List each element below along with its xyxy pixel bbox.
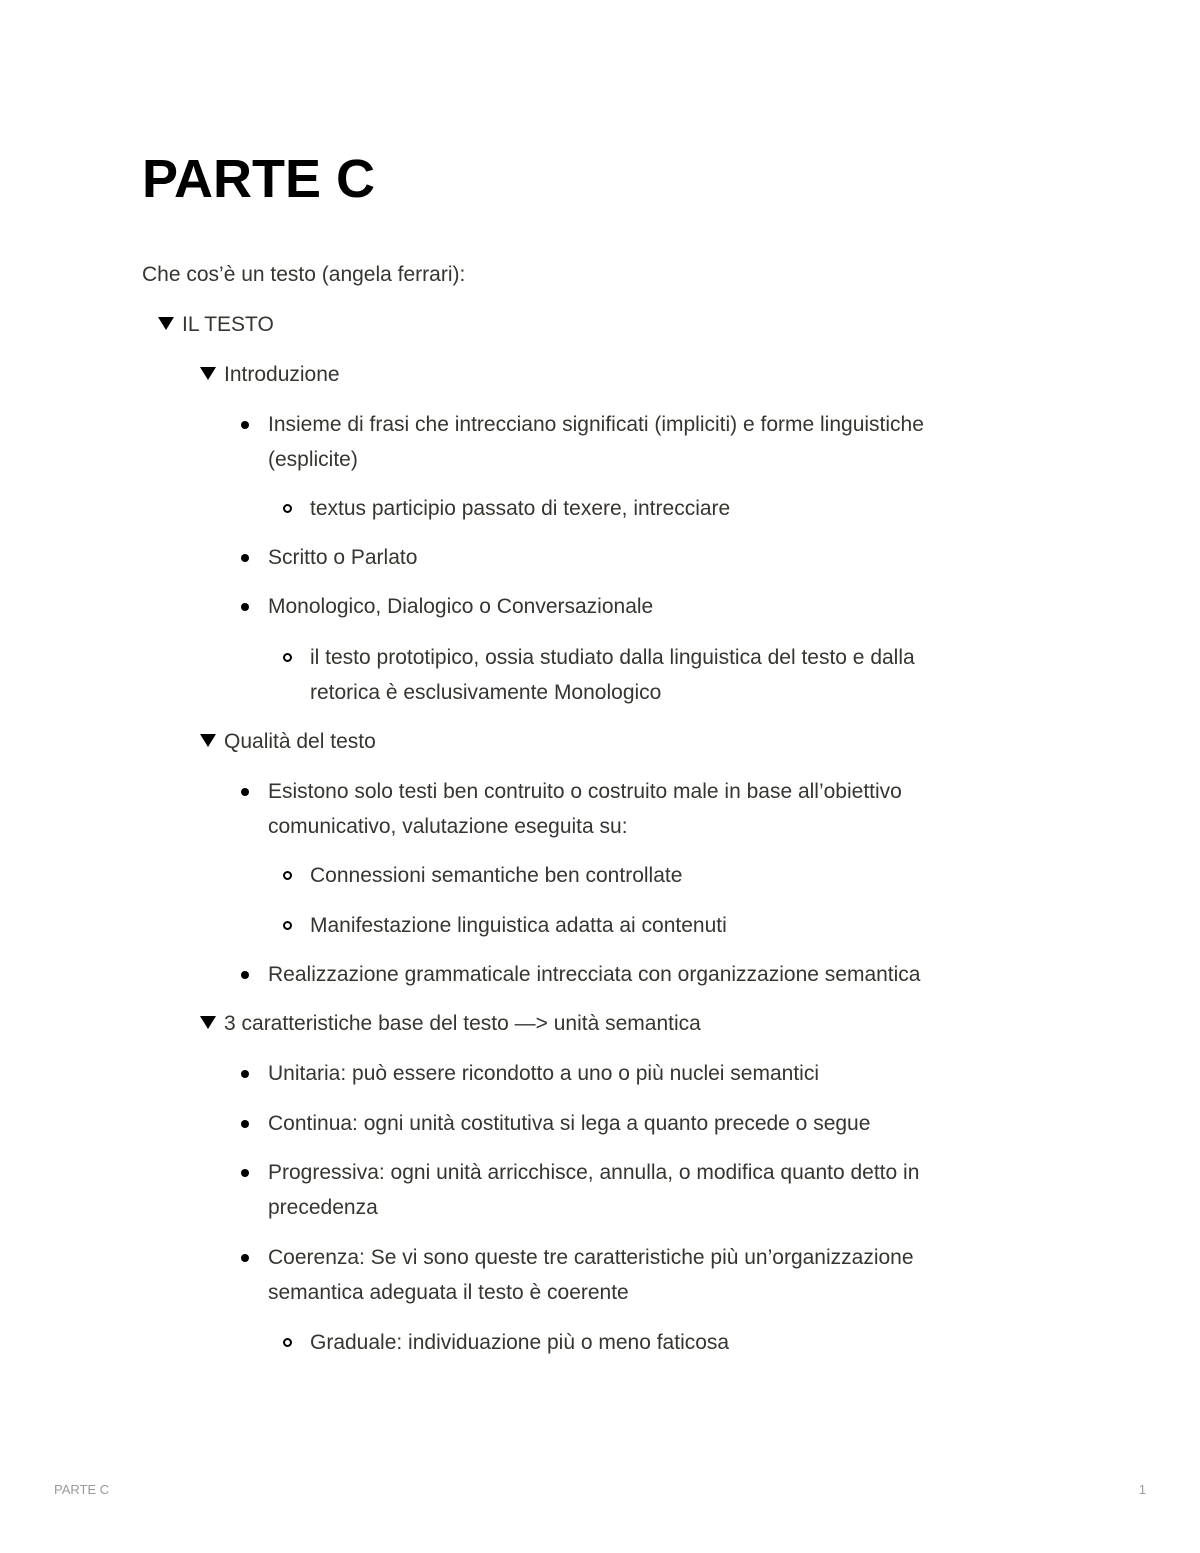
circle-bullet-icon xyxy=(283,653,292,662)
sub-list-item: Manifestazione linguistica adatta ai contenuti xyxy=(310,914,727,937)
bullet-icon xyxy=(241,971,249,979)
bullet-icon xyxy=(241,1120,249,1128)
toggle-il-testo[interactable] xyxy=(158,307,274,342)
list-item: Insieme di frasi che intrecciano significati (impliciti) e forme linguistiche xyxy=(268,413,924,436)
sub-list-item-continuation: retorica è esclusivamente Monologico xyxy=(310,681,662,704)
sub-list-item: textus participio passato di texere, intrecciare xyxy=(310,497,731,520)
list-item: Unitaria: può essere ricondotto a uno o più nuclei semantici xyxy=(268,1062,819,1085)
bullet-icon xyxy=(241,1169,249,1177)
circle-bullet-icon xyxy=(283,921,292,930)
toggle-label: Introduzione xyxy=(224,363,340,386)
list-item: Scritto o Parlato xyxy=(268,546,418,569)
page-title: PARTE C xyxy=(142,149,376,209)
toggle-label: Qualità del testo xyxy=(224,730,376,753)
sub-list-item: il testo prototipico, ossia studiato dalla linguistica del testo e dalla xyxy=(310,646,915,669)
list-item: Continua: ogni unità costitutiva si lega a quanto precede o segue xyxy=(268,1112,871,1135)
toggle-triangle-icon[interactable] xyxy=(200,367,216,380)
sub-list-item: Connessioni semantiche ben controllate xyxy=(310,864,683,887)
toggle-qualita[interactable] xyxy=(200,724,376,759)
bullet-icon xyxy=(241,1254,249,1262)
circle-bullet-icon xyxy=(283,504,292,513)
list-item: Coerenza: Se vi sono queste tre caratteristiche più un’organizzazione xyxy=(268,1246,914,1269)
list-item-continuation: (esplicite) xyxy=(268,448,358,471)
list-item-continuation: comunicativo, valutazione eseguita su: xyxy=(268,815,628,838)
toggle-caratteristiche[interactable] xyxy=(200,1006,701,1041)
bullet-icon xyxy=(241,421,249,429)
toggle-triangle-icon[interactable] xyxy=(158,317,174,330)
list-item-continuation: precedenza xyxy=(268,1196,378,1219)
list-item: Monologico, Dialogico o Conversazionale xyxy=(268,595,654,618)
bullet-icon xyxy=(241,1070,249,1078)
footer-title: PARTE C xyxy=(54,1482,110,1497)
circle-bullet-icon xyxy=(283,871,292,880)
toggle-triangle-icon[interactable] xyxy=(200,734,216,747)
toggle-label: 3 caratteristiche base del testo —> unità semantica xyxy=(224,1012,701,1035)
list-item: Realizzazione grammaticale intrecciata con organizzazione semantica xyxy=(268,963,921,986)
intro-line: Che cos’è un testo (angela ferrari): xyxy=(142,263,466,286)
toggle-label: IL TESTO xyxy=(182,313,274,336)
list-item-continuation: semantica adeguata il testo è coerente xyxy=(268,1281,629,1304)
toggle-introduzione[interactable] xyxy=(200,357,340,392)
toggle-triangle-icon[interactable] xyxy=(200,1016,216,1029)
bullet-icon xyxy=(241,603,249,611)
sub-list-item: Graduale: individuazione più o meno faticosa xyxy=(310,1331,730,1354)
page-number: 1 xyxy=(1138,1482,1146,1497)
list-item: Esistono solo testi ben contruito o costruito male in base all’obiettivo xyxy=(268,780,902,803)
circle-bullet-icon xyxy=(283,1338,292,1347)
list-item: Progressiva: ogni unità arricchisce, annulla, o modifica quanto detto in xyxy=(268,1161,920,1184)
bullet-icon xyxy=(241,788,249,796)
bullet-icon xyxy=(241,554,249,562)
